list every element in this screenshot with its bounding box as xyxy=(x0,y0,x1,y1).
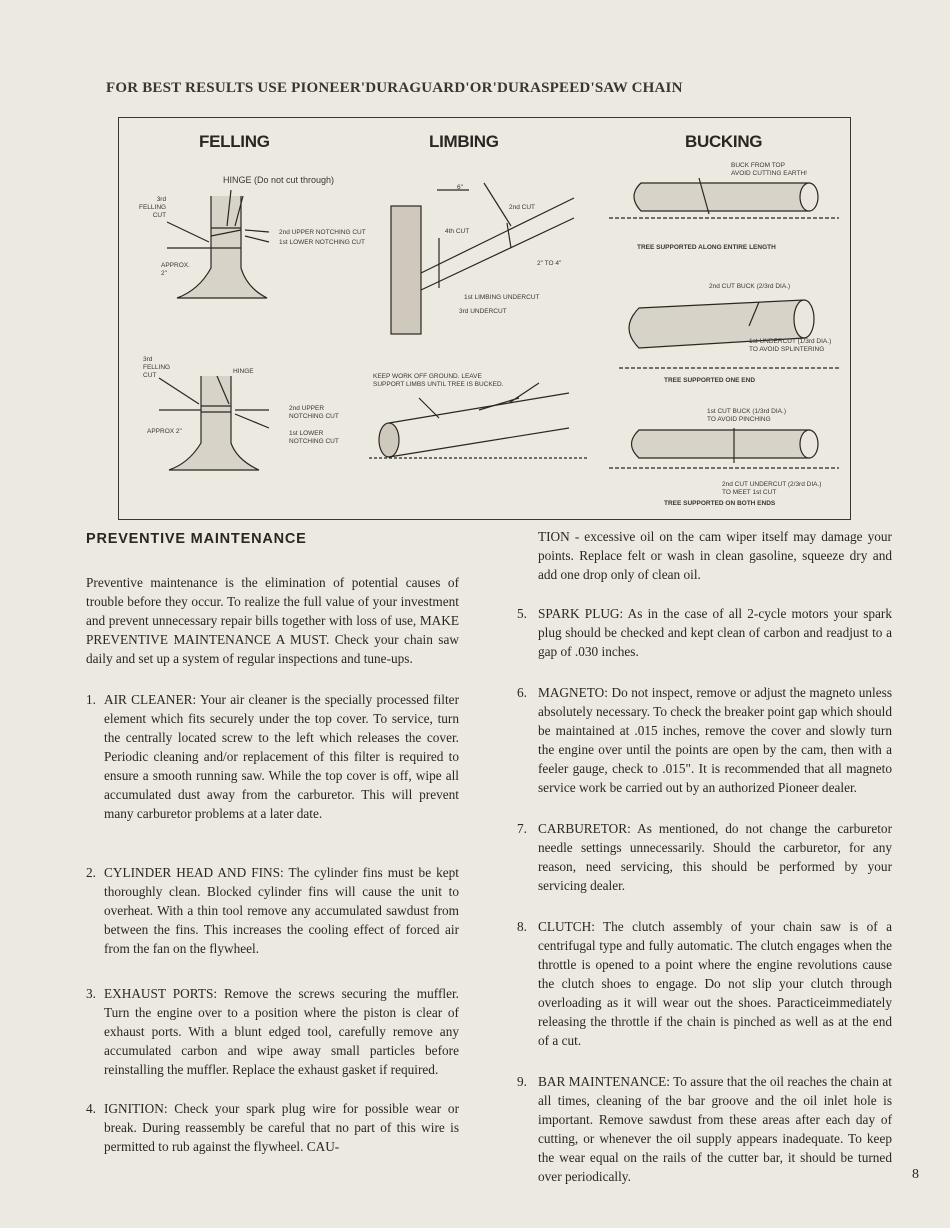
second-cut-buck-label: 2nd CUT BUCK (2/3rd DIA.) xyxy=(709,283,791,290)
list-item xyxy=(517,819,892,895)
six-inch-label: 6" xyxy=(457,184,463,191)
lower-notch-label-a: 1st LOWER NOTCHING CUT xyxy=(279,239,365,246)
bucking-log-both-ends xyxy=(609,428,839,468)
bucking-log-one-end xyxy=(619,300,839,368)
cutting-techniques-figure xyxy=(118,117,851,520)
felling-cut-label-b: 3rd FELLING CUT xyxy=(143,356,171,379)
item-text: CARBURETOR: As mentioned, do not change the carburetor needle settings unnecessarily. Should the carburetor, for any reason, need servicing, this should be performed by your servicing dealer. xyxy=(538,821,892,893)
bucking-caption-both-ends: TREE SUPPORTED ON BOTH ENDS xyxy=(664,500,776,507)
felling-title: FELLING xyxy=(199,132,270,151)
item-number: 5. xyxy=(517,606,527,621)
item-number: 6. xyxy=(517,685,527,700)
item-number: 4. xyxy=(86,1101,96,1116)
felling-tree-bottom xyxy=(159,376,269,470)
two-to-four-label: 2" TO 4" xyxy=(537,260,562,267)
item-text: MAGNETO: Do not inspect, remove or adjust the magneto unless absolutely necessary. To check the breaker point gap which should be maintained at .015 inches, remove the cover and slowly turn the engine over until the points are open by the cam, then with a feeler gauge, check to .015". It is recommended that all magneto service work be carried out by an authorized Pioneer dealer. xyxy=(538,685,892,795)
item-text: EXHAUST PORTS: Remove the screws securing the muffler. Turn the engine over to a position where the piston is clear of exhaust ports. With a blunt edged tool, carefully remove any accumulated carbon and wipe away small particles before reinstalling the muffler. Replace the exhaust gasket if required. xyxy=(104,986,459,1077)
item-number: 8. xyxy=(517,919,527,934)
buck-from-top-note: BUCK FROM TOP AVOID CUTTING EARTH! xyxy=(731,162,807,177)
right-column xyxy=(517,527,892,1205)
second-cut-undercut-label: 2nd CUT UNDERCUT (2/3rd DIA.) TO MEET 1st CUT xyxy=(722,481,822,496)
list-item xyxy=(517,683,892,797)
item-text: BAR MAINTENANCE: To assure that the oil reaches the chain at all times, cleaning of the bar groove and the oil inlet hole is important. Remove sawdust from these areas after each day of cutting, or whenever the oil supply appears inadequate. To keep the wear equal on the rails of the cutter bar, it should be turned over periodically. xyxy=(538,1074,892,1184)
list-item xyxy=(517,917,892,1050)
hinge-note: HINGE (Do not cut through) xyxy=(223,175,335,185)
item-number: 2. xyxy=(86,865,96,880)
item-text: CLUTCH: The clutch assembly of your chain saw is of a centrifugal type and fully automatic. The clutch engages when the throttle is opened to a point where the engine revolutions cause the clutch shoes to engage. Do not slip your clutch through overloading as it will wear out the shoes. Paracticeimmediately releasing the throttle if the chain is pinched as well as at the end of a cut. xyxy=(538,919,892,1048)
first-undercut-label: 1st UNDERCUT (1/3rd DIA.) TO AVOID SPLINTERING xyxy=(749,338,832,353)
item-number: 7. xyxy=(517,821,527,836)
list-item xyxy=(86,984,459,1079)
bucking-log-entire xyxy=(609,178,839,218)
item-number: 3. xyxy=(86,986,96,1001)
list-item xyxy=(517,604,892,661)
page-header: FOR BEST RESULTS USE PIONEER'DURAGUARD'OR'DURASPEED'SAW CHAIN xyxy=(106,80,683,96)
lower-notch-label-b: 1st LOWER NOTCHING CUT xyxy=(289,430,339,445)
approx-label-a: APPROX. 2" xyxy=(161,262,190,277)
item-number: 1. xyxy=(86,692,96,707)
item-number: 9. xyxy=(517,1074,527,1089)
approx-label-b: APPROX 2" xyxy=(147,428,182,435)
felling-cut-label-a: 3rd FELLING CUT xyxy=(139,196,167,219)
first-limbing-undercut-label: 1st LIMBING UNDERCUT xyxy=(464,294,540,301)
page-number: 8 xyxy=(912,1167,919,1182)
fourth-cut-label: 4th CUT xyxy=(445,228,470,235)
item-text: SPARK PLUG: As in the case of all 2-cycle motors your spark plug should be checked and kept clean of carbon and readjust to a gap of .030 inches. xyxy=(538,606,892,659)
list-item xyxy=(517,1072,892,1186)
felling-tree-top xyxy=(167,190,269,298)
maintenance-intro: Preventive maintenance is the elimination of potential causes of trouble before they occur. To realize the full value of your investment and prevent unnecessary repair bills together with loss of use, MAKE PREVENTIVE MAINTENANCE A MUST. Check your chain saw daily and set up a system of regular inspections and tune-ups. xyxy=(86,575,459,666)
ignition-continuation: TION - excessive oil on the cam wiper itself may damage your points. Replace felt or wash in clean gasoline, squeeze dry and add one drop only of clean oil. xyxy=(538,529,892,582)
bucking-caption-one-end: TREE SUPPORTED ONE END xyxy=(664,377,756,384)
limbing-log xyxy=(369,383,589,458)
item-text: AIR CLEANER: Your air cleaner is the specially processed filter element which fits securely under the top cover. To service, turn the centrally located screw to the left which releases the cover. Periodic cleaning and/or replacement of this filter is required to ensure a smooth running saw. While the top cover is off, wipe all accumulated dust away from the carburetor. This will prevent many carburetor problems at a later date. xyxy=(104,692,459,821)
list-item xyxy=(86,690,459,823)
preventive-maintenance-heading: PREVENTIVE MAINTENANCE xyxy=(86,531,307,547)
limbing-title: LIMBING xyxy=(429,132,499,151)
bucking-caption-entire: TREE SUPPORTED ALONG ENTIRE LENGTH xyxy=(637,244,776,251)
list-item xyxy=(86,863,459,958)
item-text: CYLINDER HEAD AND FINS: The cylinder fins must be kept thoroughly clean. Blocked cylinder fins will cause the unit to overheat. With a thin tool remove any accumulated sawdust from between the fins. This increases the cooling effect of forced air from the fan on the flywheel. xyxy=(104,865,459,956)
item-text: IGNITION: Check your spark plug wire for possible wear or break. During reassembly be careful that no part of this wire is permitted to rub against the flywheel. CAU- xyxy=(104,1101,459,1154)
upper-notch-label-b: 2nd UPPER NOTCHING CUT xyxy=(289,405,339,420)
second-cut-label: 2nd CUT xyxy=(509,204,536,211)
bucking-title: BUCKING xyxy=(685,132,763,151)
first-cut-buck-label: 1st CUT BUCK (1/3rd DIA.) TO AVOID PINCHING xyxy=(707,408,786,423)
list-item xyxy=(86,1099,459,1156)
keep-off-ground-note: KEEP WORK OFF GROUND. LEAVE SUPPORT LIMBS UNTIL TREE IS BUCKED. xyxy=(373,373,504,388)
left-column xyxy=(86,530,459,1175)
upper-notch-label-a: 2nd UPPER NOTCHING CUT xyxy=(279,229,366,236)
hinge-label-b: HINGE xyxy=(233,368,254,375)
third-undercut-label: 3rd UNDERCUT xyxy=(459,308,507,315)
